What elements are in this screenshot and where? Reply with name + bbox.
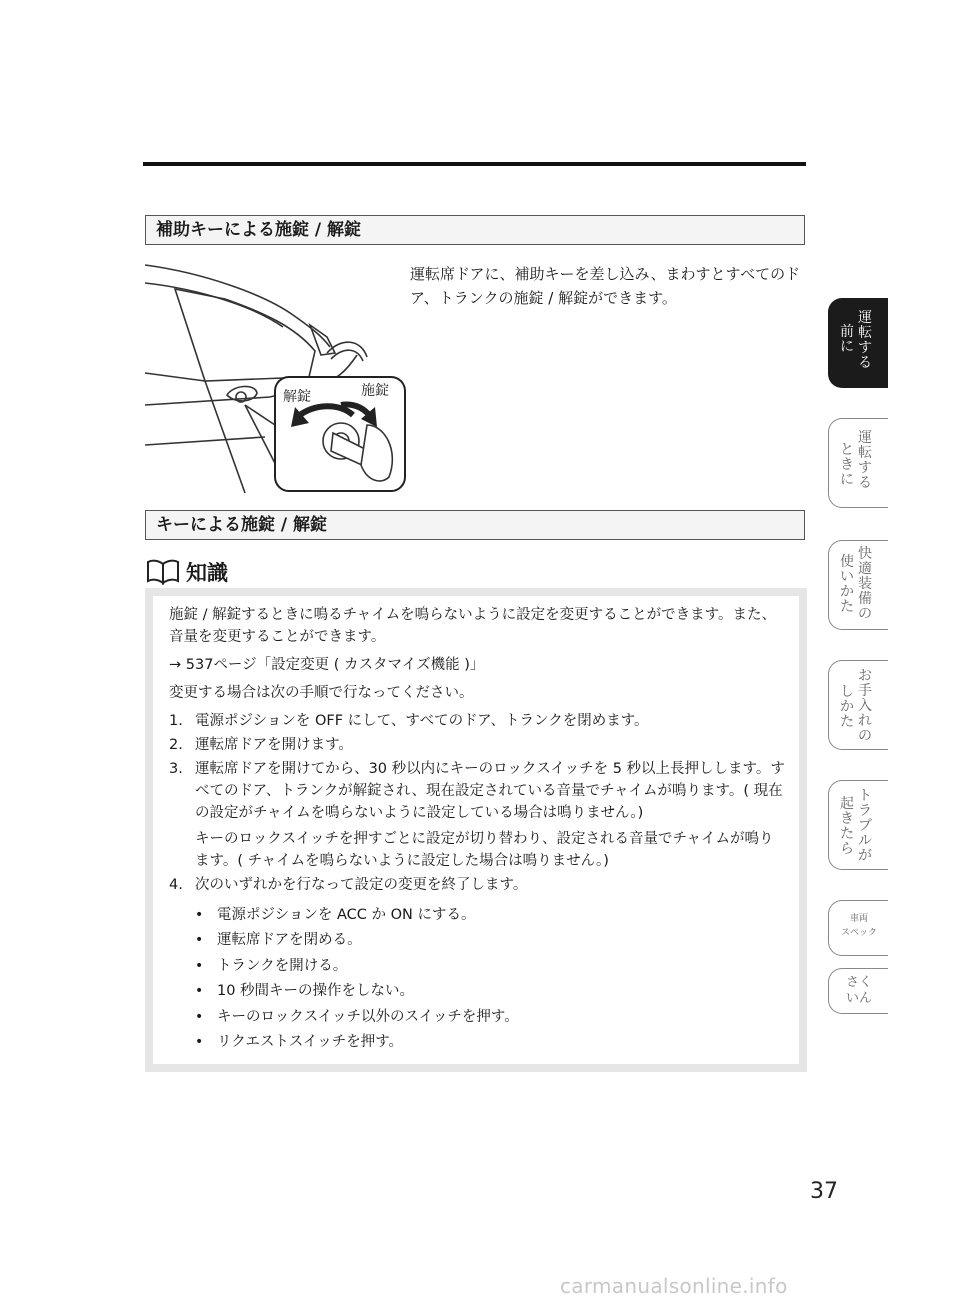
top-rule (143, 162, 806, 166)
step-text: 次のいずれかを行なって設定の変更を終了します。 (195, 877, 528, 893)
bullet-mark: • (195, 906, 204, 923)
bullet-text: キーのロックスイッチ以外のスイッチを押す。 (217, 1008, 519, 1025)
tab-specifications[interactable] (828, 900, 888, 956)
tab-comfort-equipment[interactable] (828, 540, 888, 630)
tab-index[interactable] (828, 968, 888, 1014)
step-number: 3. (169, 761, 183, 777)
section-heading-spare-key: 補助キーによる施錠 / 解錠 (145, 215, 805, 245)
tab-label: 前に (840, 324, 854, 355)
tab-label: 快適装備の (858, 546, 872, 622)
bullet-text: 電源ポジションを ACC か ON にする。 (217, 906, 476, 923)
bullet-text: 運転席ドアを閉める。 (217, 932, 362, 949)
bullet-mark: • (195, 1034, 204, 1051)
tab-label: しかた (840, 684, 854, 730)
step-number: 2. (169, 737, 183, 753)
bullet-mark: • (195, 957, 204, 974)
step-number: 4. (169, 877, 183, 893)
bullet-item (169, 928, 785, 954)
step-item (169, 758, 785, 824)
step-item (169, 874, 785, 896)
bullet-item (169, 902, 785, 928)
knowledge-paragraph: 変更する場合は次の手順で行なってください。 (169, 685, 474, 701)
tab-label: トラブルが (858, 788, 872, 864)
bullet-item (169, 1030, 785, 1056)
tab-label: いん (845, 991, 872, 1006)
bullet-text: トランクを開ける。 (217, 957, 348, 974)
knowledge-content (153, 596, 799, 1064)
tab-while-driving[interactable] (828, 418, 888, 508)
knowledge-title: 知識 (186, 561, 228, 585)
bullet-item (169, 1004, 785, 1030)
knowledge-box (145, 588, 807, 1072)
tab-label: お手入れの (858, 668, 872, 744)
car-door-key-illustration (145, 255, 413, 495)
tab-label: 運転する (858, 310, 872, 371)
spare-key-intro: 運転席ドアに、補助キーを差し込み、まわすとすべてのドア、トランクの施錠 / 解錠ができます。 (410, 265, 801, 307)
bullet-item (169, 953, 785, 979)
bullet-list (169, 902, 785, 1055)
tab-label: スペック (840, 928, 877, 938)
step-text: 運転席ドアを開けます。 (195, 737, 353, 753)
book-icon (146, 559, 180, 585)
step-text: 電源ポジションを OFF にして、すべてのドア、トランクを閉めます。 (195, 713, 649, 729)
knowledge-paragraph: 施錠 / 解錠するときに鳴るチャイムを鳴らないように設定を変更することができます。また、音量を変更することができます。 (169, 607, 777, 645)
step-number: 1. (169, 713, 183, 729)
tab-label: 起きたら (840, 796, 854, 857)
bullet-text: リクエストスイッチを押す。 (217, 1034, 404, 1051)
tab-label: 使いかた (840, 554, 854, 615)
bullet-mark: • (195, 983, 204, 1000)
step-item (169, 710, 785, 732)
tab-troubleshooting[interactable] (828, 780, 888, 870)
bullet-item (169, 979, 785, 1005)
reference-link[interactable]: → 537ページ「設定変更 ( カスタマイズ機能 )」 (169, 657, 485, 673)
knowledge-header (146, 556, 228, 588)
watermark: carmanualsonline.info (560, 1274, 788, 1298)
label-lock: 施錠 (361, 383, 389, 399)
tab-label: ときに (840, 442, 854, 488)
section-heading-key: キーによる施錠 / 解錠 (145, 510, 805, 540)
tab-label: さく (845, 975, 872, 990)
step-extra-text: キーのロックスイッチを押すごとに設定が切り替わり、設定される音量でチャイムが鳴ります。( チャイムを鳴らないように設定した場合は鳴りません。) (195, 831, 774, 869)
page-number: 37 (810, 1179, 838, 1204)
tab-label: 車両 (849, 914, 868, 924)
bullet-mark: • (195, 932, 204, 949)
step-text: 運転席ドアを開けてから、30 秒以内にキーのロックスイッチを 5 秒以上長押しします。すべてのドア、トランクが解錠され、現在設定されている音量でチャイムが鳴ります。( 現在の設定がチャイムを鳴らないように設定している場合は鳴りません。) (195, 761, 785, 821)
tab-maintenance[interactable] (828, 660, 888, 750)
bullet-text: 10 秒間キーの操作をしない。 (217, 983, 415, 1000)
bullet-mark: • (195, 1008, 204, 1025)
tab-before-driving[interactable] (828, 298, 888, 388)
step-item (169, 734, 785, 756)
label-unlock: 解錠 (283, 389, 311, 405)
tab-label: 運転する (858, 430, 872, 491)
